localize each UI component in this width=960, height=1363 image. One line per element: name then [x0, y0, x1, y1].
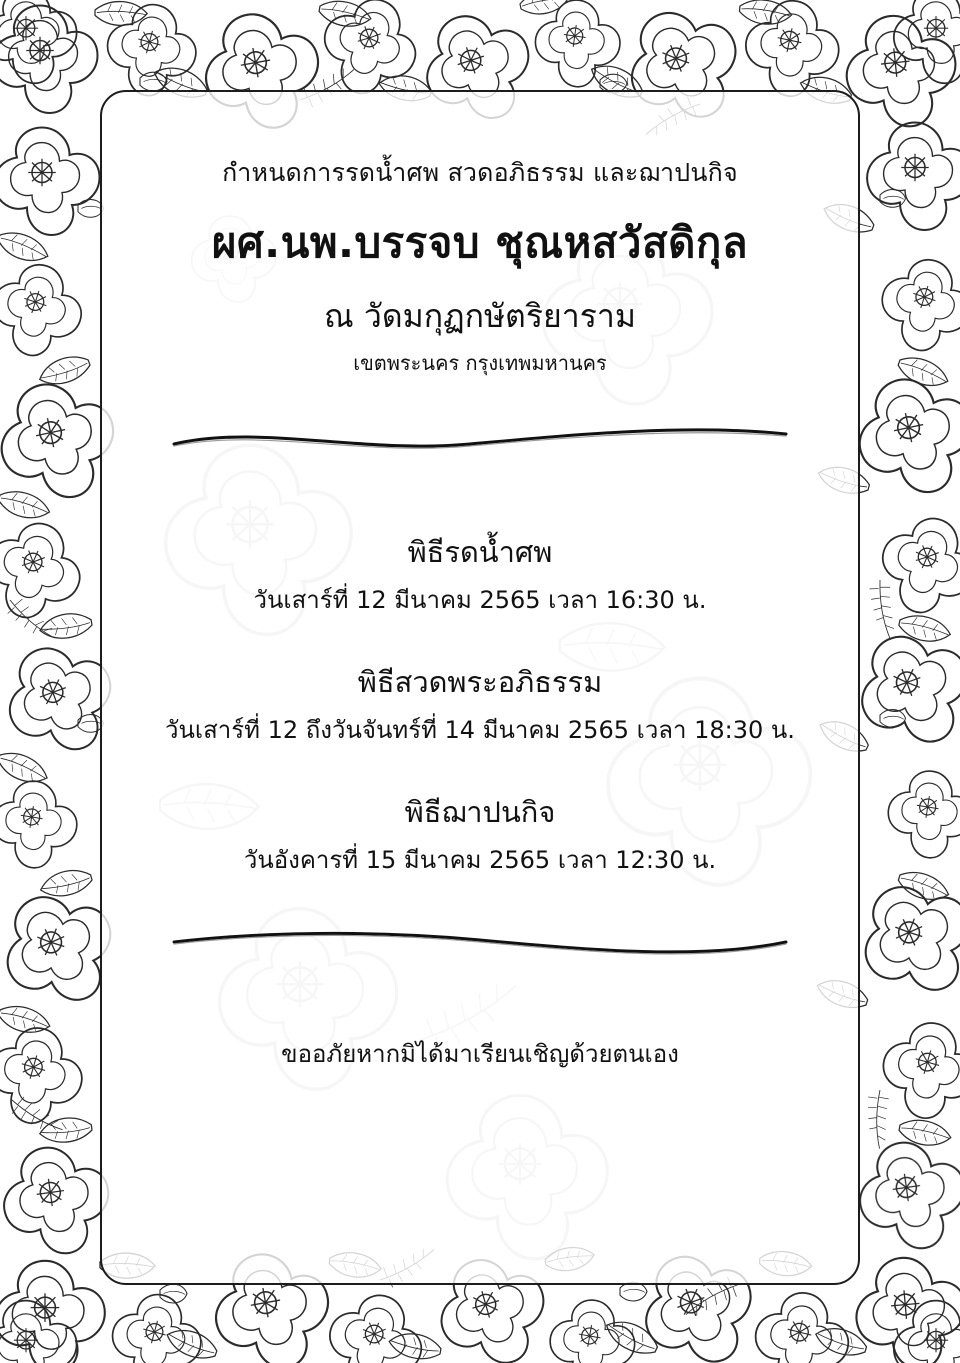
ceremony-list — [150, 534, 810, 876]
schedule-header-line: กำหนดการรดน้ำศพ สวดอภิธรรม และฌาปนกิจ — [222, 158, 738, 187]
divider-swash-top — [170, 422, 790, 456]
ceremony-title: พิธีสวดพระอภิธรรม — [357, 665, 603, 700]
venue-temple: ณ วัดมกุฏกษัตริยาราม — [324, 297, 636, 336]
apology-note: ขออภัยหากมิได้มาเรียนเชิญด้วยตนเอง — [281, 1040, 679, 1069]
ceremony-title: พิธีรดน้ำศพ — [407, 534, 553, 569]
ceremony-detail: วันอังคารที่ 15 มีนาคม 2565 เวลา 12:30 น. — [243, 845, 717, 874]
ceremony-title: พิธีฌาปนกิจ — [404, 795, 556, 830]
ceremony-detail: วันเสาร์ที่ 12 มีนาคม 2565 เวลา 16:30 น. — [253, 585, 707, 614]
ceremony-item — [150, 794, 810, 876]
ceremony-item — [150, 534, 810, 616]
deceased-name: ผศ.นพ.บรรจบ ชุณหสวัสดิกุล — [211, 217, 749, 267]
divider-swash-bottom — [170, 928, 790, 962]
venue-district: เขตพระนคร กรุงเทพมหานคร — [353, 350, 607, 375]
ceremony-item — [150, 664, 810, 746]
invitation-card — [100, 90, 860, 1285]
ceremony-detail: วันเสาร์ที่ 12 ถึงวันจันทร์ที่ 14 มีนาคม 2565 เวลา 18:30 น. — [165, 715, 795, 744]
